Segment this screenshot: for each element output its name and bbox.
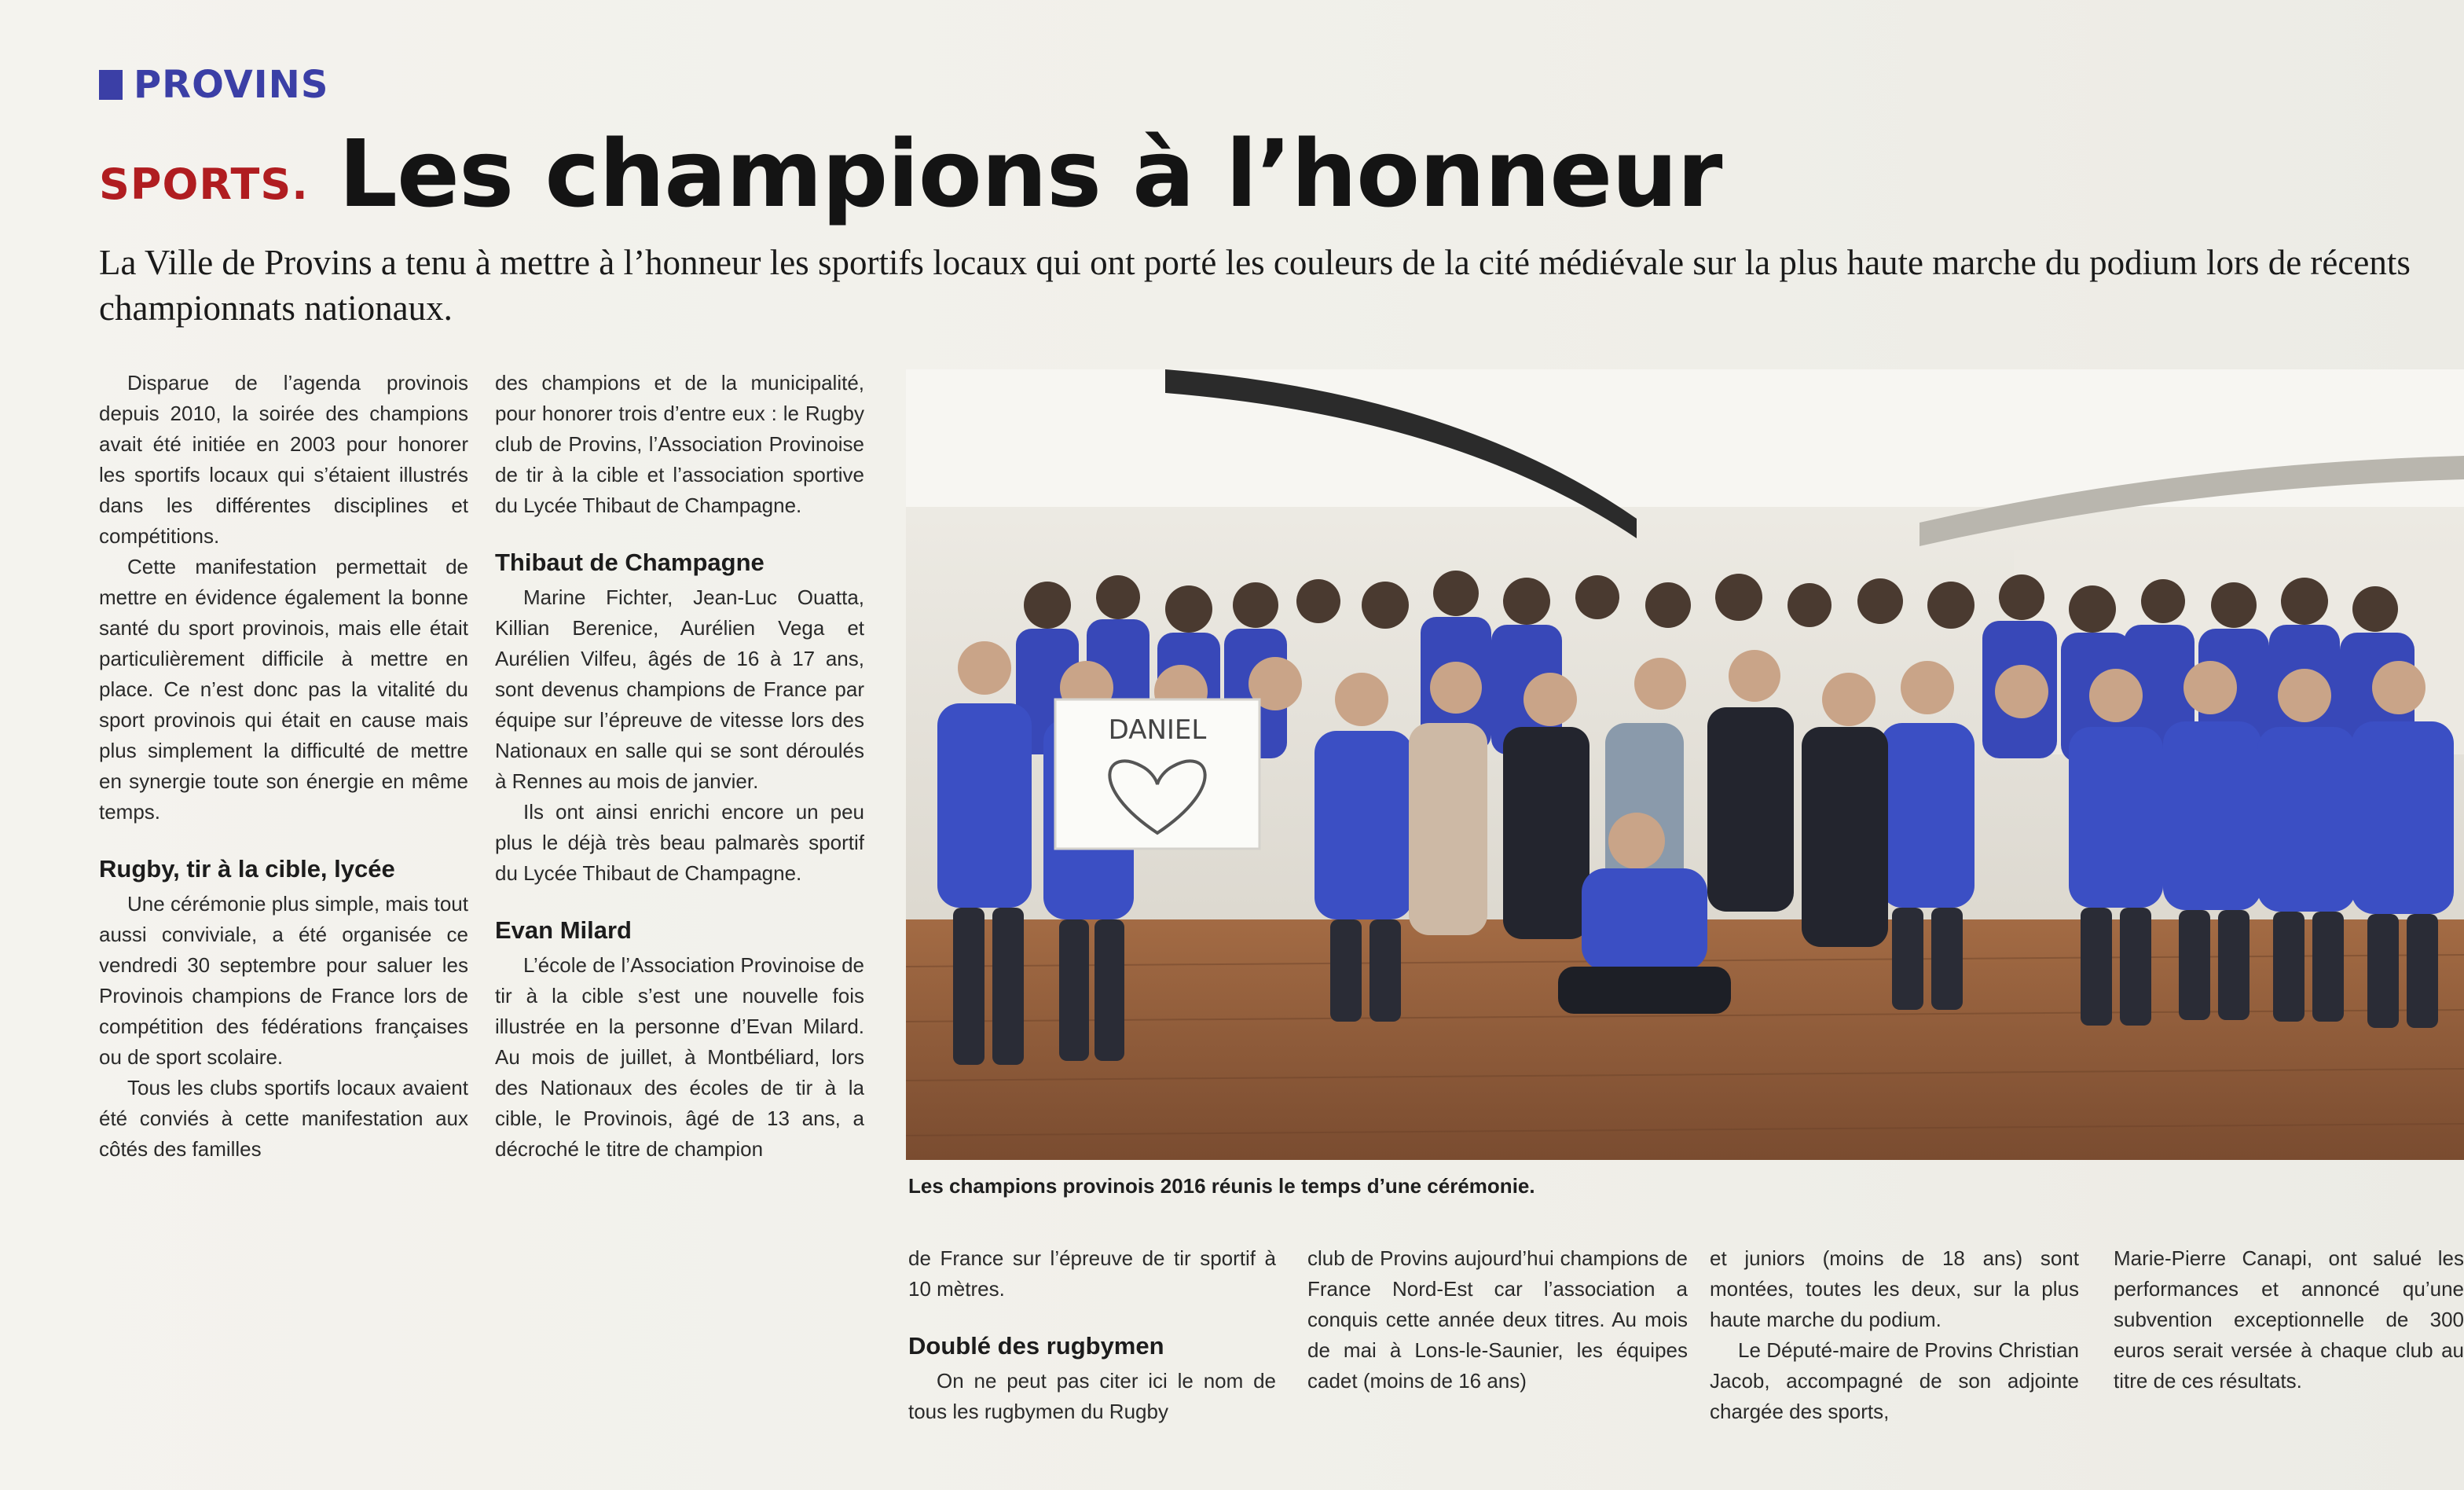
section-label: SPORTS.	[99, 160, 309, 209]
article-column-2	[495, 368, 864, 1165]
paragraph: Cette manifestation permettait de mettre en évidence également la bonne santé du sport provinois, mais elle était particulièrement difficile à mettre en place. Ce n’est donc pas la vitalité du sport provinois qui était en cause mais plus simplement la difficulté de mettre en synergie toute son énergie en même temps.	[99, 555, 468, 824]
paragraph: Une cérémonie plus simple, mais tout aussi conviviale, a été organisée ce vendredi 30 septembre pour saluer les Provinois champions de France lors de compétition des fédérations françaises ou de sport scolaire.	[99, 892, 468, 1069]
subheading: Doublé des rugbymen	[908, 1332, 1164, 1360]
paragraph: de France sur l’épreuve de tir sportif à 10 mètres.	[908, 1246, 1276, 1301]
article-column-3	[908, 1243, 1276, 1427]
kicker-square-icon	[99, 70, 123, 100]
paragraph: L’école de l’Association Provinoise de tir à la cible s’est une nouvelle fois illustrée en la personne d’Evan Milard. Au mois de juillet, à Montbéliard, lors des Nationaux des écoles de tir à la cible, le Provinois, âgé de 13 ans, a décroché le titre de champion	[495, 953, 864, 1161]
paragraph: des champions et de la municipalité, pour honorer trois d’entre eux : le Rugby club de Provins, l’Association Provinoise de tir à la cible et l’association sportive du Lycée Thibaut de Champagne.	[495, 371, 864, 517]
paragraph: Ils ont ainsi enrichi encore un peu plus le déjà très beau palmarès sportif du Lycée Thibaut de Champagne.	[495, 800, 864, 885]
article-column-4	[1307, 1243, 1688, 1396]
paragraph: et juniors (moins de 18 ans) sont montées, toutes les deux, sur la plus haute marche du podium.	[1710, 1246, 2079, 1331]
headline-row	[99, 118, 1722, 228]
standfirst: La Ville de Provins a tenu à mettre à l’honneur les sportifs locaux qui ont porté les couleurs de la cité médiévale sur la plus haute marche du podium lors de récents championnats nationaux.	[99, 243, 2411, 328]
subheading: Rugby, tir à la cible, lycée	[99, 855, 395, 883]
paragraph: club de Provins aujourd’hui champions de France Nord-Est car l’association a conquis cette année deux titres. Au mois de mai à Lons-le-Saunier, les équipes cadet (moins de 16 ans)	[1307, 1246, 1688, 1393]
subheading: Evan Milard	[495, 916, 632, 944]
group-photo	[906, 369, 2464, 1160]
group-photo-illustration	[906, 369, 2464, 1160]
kicker-label: PROVINS	[134, 63, 329, 107]
paragraph: Disparue de l’agenda provinois depuis 2010, la soirée des champions avait été initiée en 2003 pour honorer les sportifs locaux qui s’étaient illustrés dans les différentes disciplines et compétitions.	[99, 371, 468, 548]
paragraph: Le Député-maire de Provins Christian Jacob, accompagné de son adjointe chargée des sports,	[1710, 1338, 2079, 1423]
daniel-sign-text: DANIEL	[1108, 714, 1207, 746]
photo-caption: Les champions provinois 2016 réunis le temps d’une cérémonie.	[908, 1174, 1535, 1198]
paragraph: On ne peut pas citer ici le nom de tous les rugbymen du Rugby	[908, 1369, 1276, 1423]
paragraph: Marine Fichter, Jean-Luc Ouatta, Killian Berenice, Aurélien Vega et Aurélien Vilfeu, âgés de 16 à 17 ans, sont devenus champions de France par équipe sur l’épreuve de vitesse lors des Nationaux en salle qui se sont déroulés à Rennes au mois de janvier.	[495, 585, 864, 793]
article-title: Les champions à l’honneur	[338, 119, 1722, 228]
article-column-6	[2114, 1243, 2464, 1396]
paragraph: Marie-Pierre Canapi, ont salué les performances et annoncé qu’une subvention exceptionnelle de 300 euros serait versée à chaque club au titre de ces résultats.	[2114, 1246, 2464, 1393]
article-column-5	[1710, 1243, 2079, 1427]
subheading: Thibaut de Champagne	[495, 549, 764, 576]
paragraph: Tous les clubs sportifs locaux avaient été conviés à cette manifestation aux côtés des familles	[99, 1076, 468, 1161]
article-column-1	[99, 368, 468, 1165]
section-kicker	[99, 61, 328, 108]
